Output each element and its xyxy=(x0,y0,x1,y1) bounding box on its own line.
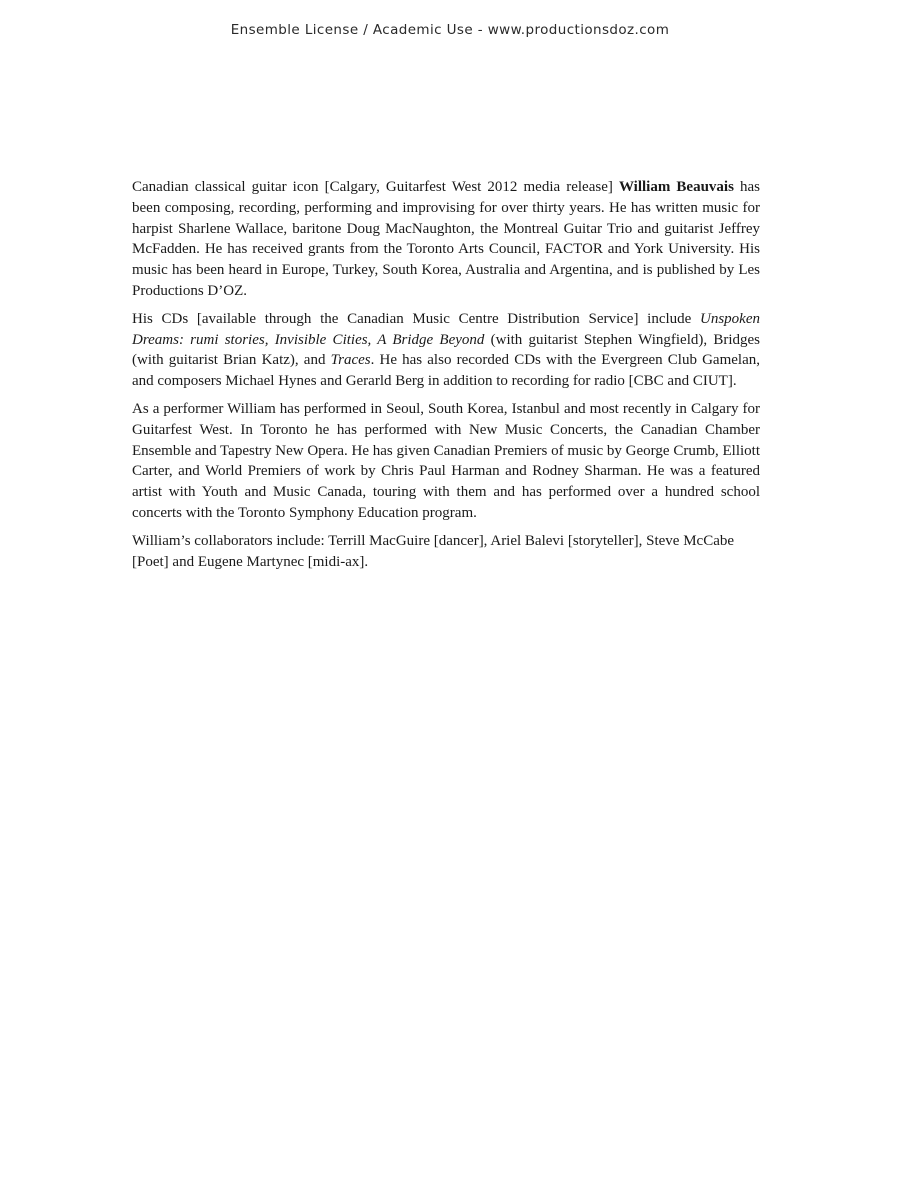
discography-end: . He has also recorded CDs with the Evergreen Club Gamelan, and composers Michael Hynes and Gerarld Berg in addition to recording for radio [CBC and CIUT]. xyxy=(132,352,760,390)
artist-name: William Beauvais xyxy=(618,179,734,195)
intro-text-continued: has been composing, recording, performing and improvising for over thirty years. He has written music for harpist Sharlene Wallace, baritone Doug MacNaughton, the Montreal Guitar Trio and guitarist Jeffrey McFadden. He has received grants from the Toronto Arts Council, FACTOR and York University. His music has been heard in Europe, Turkey, South Korea, Australia and Argentina, and is published by Les Productions D’OZ. xyxy=(132,179,761,299)
album-titles: Unspoken Dreams: rumi stories, Invisible Cities, A Bridge Beyond xyxy=(132,310,760,348)
discography-middle: (with guitarist Stephen Wingfield), Bridges (with guitarist Brian Katz), and xyxy=(132,331,761,369)
bio-paragraph-performances: As a performer William has performed in Seoul, South Korea, Istanbul and most recently in Calgary for Guitarfest West. In Toronto he has performed with New Music Concerts, the Canadian Chamber Ensemble and Tapestry New Opera. He has given Canadian Premiers of music by George Crumb, Elliott Carter, and World Premiers of work by Chris Paul Harman and Rodney Sharman. He was a featured artist with Youth and Music Canada, touring with them and has performed over a hundred school concerts with the Toronto Symphony Education program. xyxy=(132,400,760,521)
intro-text: Canadian classical guitar icon [Calgary, Guitarfest West 2012 media release] xyxy=(132,179,619,195)
discography-intro: His CDs [available through the Canadian Music Centre Distribution Service] include xyxy=(132,310,700,327)
album-traces: Traces xyxy=(330,352,371,369)
bio-paragraph-discography xyxy=(132,309,760,392)
bio-paragraph-intro xyxy=(132,177,760,302)
bio-paragraph-collaborators: William’s collaborators include: Terrill MacGuire [dancer], Ariel Balevi [storyteller], Steve McCabe [Poet] and Eugene Martynec [midi-ax]. xyxy=(132,532,735,570)
biography xyxy=(132,177,760,579)
license-header: Ensemble License / Academic Use - www.productionsdoz.com xyxy=(230,22,670,38)
